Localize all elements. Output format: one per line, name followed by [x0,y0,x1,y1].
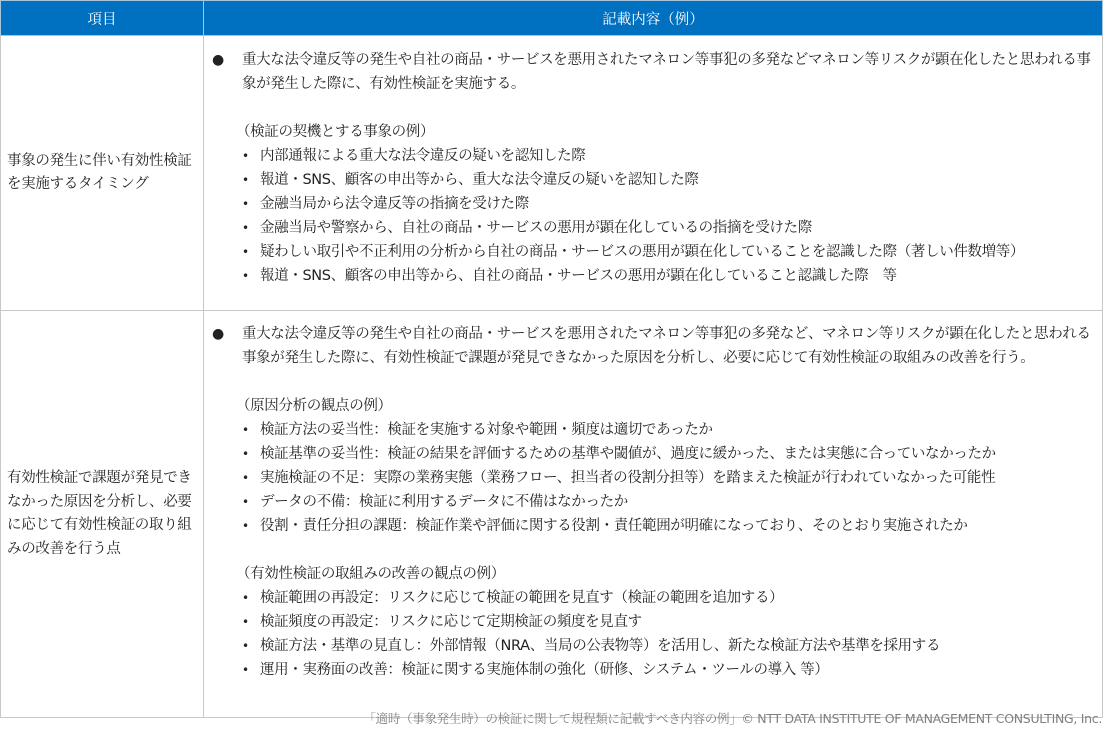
bullet-icon: • [242,471,249,485]
bullet-icon: • [242,495,249,509]
header-content: 記載内容（例） [204,1,1103,36]
row-item-label: 事象の発生に伴い有効性検証を実施するタイミング [1,36,204,311]
bullet-list [212,418,1094,538]
list-item: • データの不備：検証に利用するデータに不備はなかったか [242,490,1094,514]
list-item: • 疑わしい取引や不正利用の分析から自社の商品・サービスの悪用が顕在化していることを認識した際（著しい件数増等） [242,240,1094,264]
bullet-icon: • [242,639,249,653]
list-item: • 金融当局や警察から、自社の商品・サービスの悪用が顕在化しているの指摘を受けた際 [242,216,1094,240]
bullet-icon: • [242,519,249,533]
group-title: （有効性検証の取組みの改善の観点の例） [236,566,505,582]
lead-paragraph [212,322,1094,370]
bullet-list [212,144,1094,288]
lead-text: 重大な法令違反等の発生や自社の商品・サービスを悪用されたマネロン等事犯の多発などマネロン等リスクが顕在化したと思われる事象が発生した際に、有効性検証を実施する。 [242,52,1091,92]
lead-paragraph [212,48,1094,96]
lead-text: 重大な法令違反等の発生や自社の商品・サービスを悪用されたマネロン等事犯の多発など、マネロン等リスクが顕在化したと思われる事象が発生した際に、有効性検証で課題が発見できなかった原因を分析し、必要に応じて有効性検証の取組みの改善を行う。 [242,326,1091,366]
list-item: • 内部通報による重大な法令違反の疑いを認知した際 [242,144,1094,168]
bullet-icon: • [242,591,249,605]
bullet-dot-icon: ● [212,326,224,342]
bullet-icon: • [242,663,249,677]
list-item: • 実施検証の不足：実際の業務実態（業務フロー、担当者の役割分担等）を踏まえた検証が行われていなかった可能性 [242,466,1094,490]
list-item: • 検証基準の妥当性：検証の結果を評価するための基準や閾値が、過度に緩かった、または実態に合っていなかったか [242,442,1094,466]
bullet-icon: • [242,423,249,437]
list-item: • 検証方法・基準の見直し：外部情報（NRA、当局の公表物等）を活用し、新たな検証方法や基準を採用する [242,634,1094,658]
table-row [1,36,1103,311]
group-title: （検証の契機とする事象の例） [236,124,435,140]
bullet-icon: • [242,221,249,235]
list-item: • 検証頻度の再設定：リスクに応じて定期検証の頻度を見直す [242,610,1094,634]
copyright-caption: 「適時（事象発生時）の検証に関して規程類に記載すべき内容の例」© NTT DATA INSTITUTE OF MANAGEMENT CONSULTING, Inc. [363,711,1102,726]
list-item: • 役割・責任分担の課題：検証作業や評価に関する役割・責任範囲が明確になっており、そのとおり実施されたか [242,514,1094,538]
list-item: • 運用・実務面の改善：検証に関する実施体制の強化（研修、システム・ツールの導入 等） [242,658,1094,682]
bullet-icon: • [242,447,249,461]
row-content [204,311,1103,718]
bullet-icon: • [242,197,249,211]
list-item: • 報道・SNS、顧客の申出等から、自社の商品・サービスの悪用が顕在化していること認識した際 等 [242,264,1094,288]
group-title: （原因分析の観点の例） [236,398,392,414]
list-item: • 金融当局から法令違反等の指摘を受けた際 [242,192,1094,216]
list-item: • 検証方法の妥当性：検証を実施する対象や範囲・頻度は適切であったか [242,418,1094,442]
bullet-icon: • [242,615,249,629]
bullet-icon: • [242,173,249,187]
bullet-icon: • [242,245,249,259]
row-item-label: 有効性検証で課題が発見できなかった原因を分析し、必要に応じて有効性検証の取り組みの改善を行う点 [1,311,204,718]
list-item: • 検証範囲の再設定：リスクに応じて検証の範囲を見直す（検証の範囲を追加する） [242,586,1094,610]
bullet-list [212,586,1094,682]
bullet-dot-icon: ● [212,52,224,68]
row-content [204,36,1103,311]
header-row [1,1,1103,36]
table-row [1,311,1103,718]
header-item: 項目 [1,1,204,36]
bullet-icon: • [242,149,249,163]
bullet-icon: • [242,269,249,283]
list-item: • 報道・SNS、顧客の申出等から、重大な法令違反の疑いを認知した際 [242,168,1094,192]
